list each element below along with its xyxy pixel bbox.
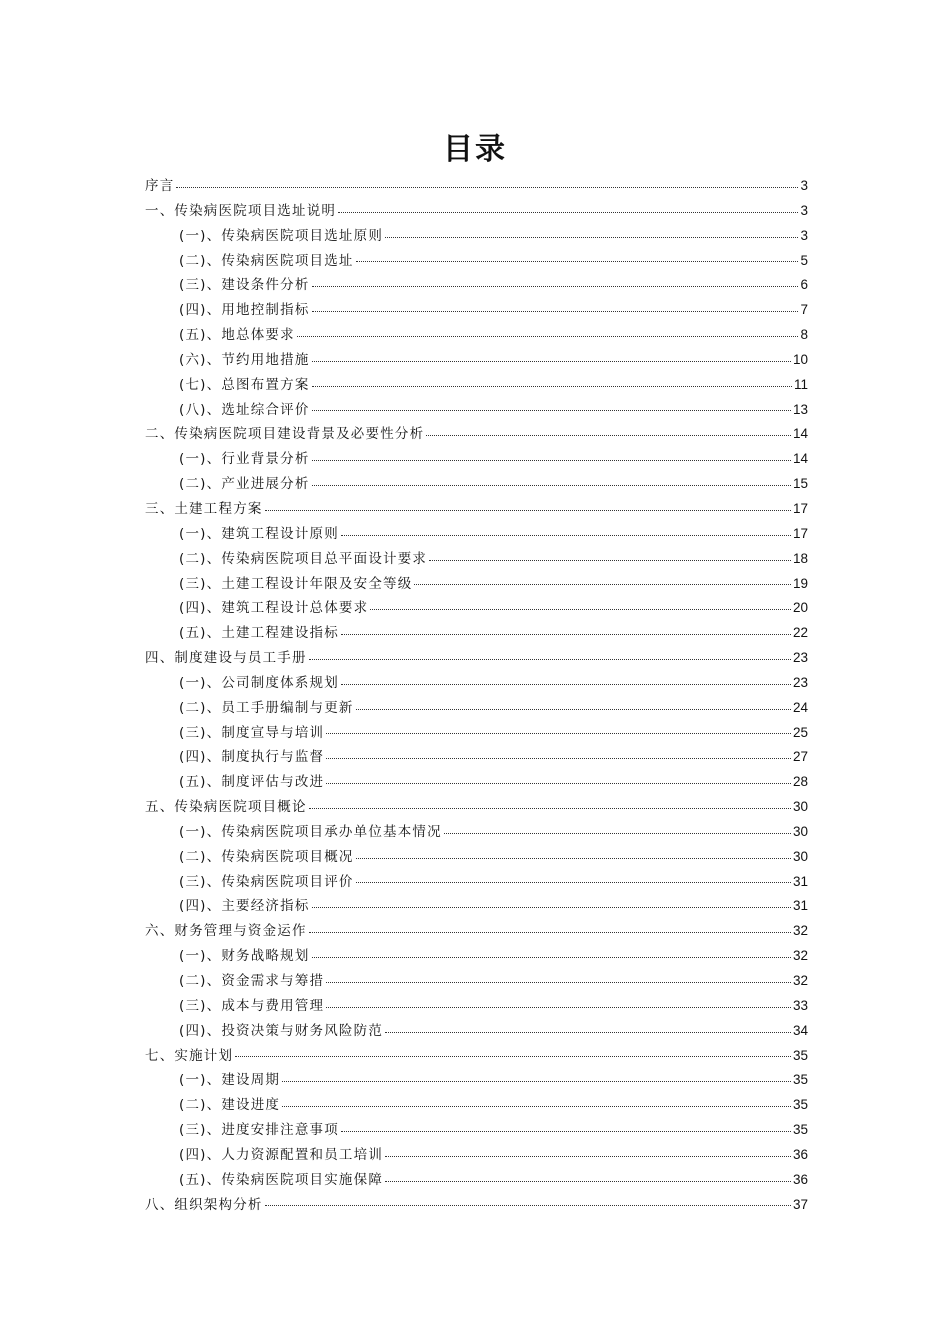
toc-page-number: 3 [800,227,808,243]
toc-dot-leader [265,509,791,511]
toc-page-number: 14 [792,451,808,467]
toc-entry-label: (三)、建设条件分析 [179,277,310,294]
toc-entry-section[interactable] [145,323,808,348]
toc-entry-section[interactable] [145,845,808,870]
toc-dot-leader [312,310,799,312]
toc-dot-leader [444,832,791,834]
toc-entry-chapter[interactable] [145,422,808,447]
toc-entry-label: (四)、用地控制指标 [179,302,310,319]
toc-entry-label: (三)、土建工程设计年限及安全等级 [179,575,413,592]
toc-entry-label: (四)、投资决策与财务风险防范 [179,1022,384,1039]
toc-entry-label: (四)、主要经济指标 [179,898,310,915]
toc-entry-label: (一)、财务战略规划 [179,948,310,965]
toc-dot-leader [312,385,792,387]
toc-entry-section[interactable] [145,1093,808,1118]
toc-entry-label: 五、传染病医院项目概论 [145,799,307,816]
toc-entry-section[interactable] [145,1019,808,1044]
toc-entry-label: (二)、资金需求与筹措 [179,973,325,989]
toc-dot-leader [312,906,791,908]
toc-entry-chapter[interactable] [145,199,808,224]
toc-entry-label: (三)、进度安排注意事项 [179,1122,339,1139]
toc-page-number: 28 [792,774,808,790]
toc-entry-label: (八)、选址综合评价 [179,401,310,418]
toc-page-number: 33 [792,997,808,1013]
toc-dot-leader [312,956,791,958]
toc-entry-section[interactable] [145,273,808,298]
toc-entry-section[interactable] [145,1118,808,1143]
toc-page-number: 30 [792,799,808,815]
toc-entry-section[interactable] [145,944,808,969]
toc-entry-label: (二)、传染病医院项目概况 [179,848,354,865]
toc-entry-section[interactable] [145,770,808,795]
toc-entry-chapter[interactable] [145,1193,808,1218]
toc-entry-label: (五)、制度评估与改进 [179,774,325,791]
toc-entry-label: 序言 [145,178,175,194]
toc-dot-leader [370,608,791,610]
toc-page-number: 32 [792,923,808,939]
toc-entry-label: (三)、传染病医院项目评价 [179,873,354,890]
toc-entry-label: (三)、成本与费用管理 [179,997,325,1014]
toc-dot-leader [341,683,791,685]
toc-page-number: 30 [792,848,808,864]
toc-dot-leader [356,708,791,710]
toc-dot-leader [309,931,791,933]
toc-page-number: 37 [792,1196,808,1212]
toc-entry-label: 六、财务管理与资金运作 [145,923,307,940]
toc-dot-leader [341,1130,791,1132]
toc-entry-section[interactable] [145,398,808,423]
toc-page-number: 13 [792,401,808,417]
toc-entry-label: (七)、总图布置方案 [179,376,310,393]
toc-entry-section[interactable] [145,1168,808,1193]
toc-entry-label: 七、实施计划 [145,1047,234,1064]
toc-dot-leader [176,186,798,188]
toc-entry-section[interactable] [145,721,808,746]
toc-entry-chapter[interactable] [145,919,808,944]
toc-entry-label: (五)、土建工程建设指标 [179,625,339,642]
toc-page-number: 30 [792,823,808,839]
toc-page-number: 36 [792,1171,808,1187]
toc-dot-leader [429,559,791,561]
toc-dot-leader [341,633,791,635]
toc-page-number: 27 [792,749,808,765]
toc-page-number: 25 [792,724,808,740]
toc-page-number: 23 [792,650,808,666]
toc-page-number: 11 [793,376,808,392]
toc-entry-section[interactable] [145,820,808,845]
toc-entry-section[interactable] [145,1068,808,1093]
toc-dot-leader [312,459,791,461]
toc-dot-leader [312,484,791,486]
toc-page-number: 36 [792,1146,808,1162]
toc-list [145,174,808,1217]
toc-page-number: 7 [800,302,808,318]
toc-entry-label: (六)、节约用地措施 [179,351,310,368]
toc-page-number: 15 [792,476,808,492]
toc-page-number: 14 [792,426,808,442]
toc-page-number: 18 [792,550,808,566]
toc-dot-leader [265,1204,791,1206]
toc-entry-section[interactable] [145,870,808,895]
toc-entry-section[interactable] [145,298,808,323]
toc-page-number: 23 [792,674,808,690]
toc-entry-label: (二)、传染病医院项目总平面设计要求 [179,550,428,567]
toc-entry-label: (二)、产业进展分析 [179,476,310,493]
toc-dot-leader [356,881,791,883]
toc-entry-label: (一)、行业背景分析 [179,451,310,468]
toc-entry-label: (四)、建筑工程设计总体要求 [179,600,369,617]
toc-page-number: 3 [800,202,808,218]
toc-dot-leader [426,434,791,436]
toc-dot-leader [309,807,791,809]
toc-entry-chapter[interactable] [145,1044,808,1069]
toc-dot-leader [326,981,791,983]
toc-entry-section[interactable] [145,447,808,472]
toc-entry-label: (五)、地总体要求 [179,327,295,344]
toc-page-number: 34 [792,1022,808,1038]
toc-entry-section[interactable] [145,373,808,398]
toc-entry-section[interactable] [145,745,808,770]
toc-page-number: 31 [792,873,808,889]
toc-entry-section[interactable] [145,547,808,572]
toc-dot-leader [312,360,791,362]
toc-dot-leader [414,583,791,585]
toc-entry-label: (四)、人力资源配置和员工培训 [179,1146,384,1163]
toc-dot-leader [235,1055,791,1057]
toc-entry-label: 三、土建工程方案 [145,500,263,517]
toc-page-number: 24 [792,699,808,715]
toc-page-number: 22 [792,625,808,641]
toc-page-number: 8 [800,327,808,343]
toc-title: 目录 [443,132,507,167]
toc-dot-leader [338,211,798,213]
toc-entry-section[interactable] [145,572,808,597]
toc-entry-section[interactable] [145,348,808,373]
toc-entry-section[interactable] [145,224,808,249]
toc-entry-chapter[interactable] [145,795,808,820]
toc-dot-leader [326,757,791,759]
toc-entry-label: 四、制度建设与员工手册 [145,650,307,667]
toc-entry-chapter[interactable] [145,646,808,671]
toc-entry-label: (一)、传染病医院项目选址原则 [179,227,384,244]
toc-entry-label: (一)、建设周期 [179,1072,281,1089]
toc-entry-section[interactable] [145,472,808,497]
toc-page-number: 3 [800,178,808,193]
toc-entry-section[interactable] [145,671,808,696]
toc-entry-chapter[interactable] [145,497,808,522]
toc-entry-label: (一)、传染病医院项目承办单位基本情况 [179,823,442,840]
toc-entry-chapter[interactable] [145,174,808,199]
toc-page-number: 32 [792,973,808,988]
toc-page-number: 17 [792,500,808,516]
toc-entry-label: 一、传染病医院项目选址说明 [145,202,337,219]
toc-page-number: 10 [792,351,808,367]
toc-entry-section[interactable] [145,596,808,621]
toc-dot-leader [385,1031,791,1033]
toc-dot-leader [385,236,798,238]
toc-page-number: 35 [792,1122,808,1138]
toc-dot-leader [385,1180,791,1182]
toc-page-number: 35 [792,1047,808,1063]
toc-entry-section[interactable] [145,1143,808,1168]
toc-entry-section[interactable] [145,994,808,1019]
toc-dot-leader [341,534,791,536]
toc-page-number: 20 [792,600,808,616]
toc-page-number: 32 [792,948,808,964]
toc-page-number: 31 [792,898,808,914]
toc-dot-leader [326,782,791,784]
toc-dot-leader [309,658,791,660]
toc-entry-section[interactable] [145,249,808,274]
toc-dot-leader [326,732,791,734]
toc-dot-leader [282,1105,791,1107]
toc-entry-label: (二)、传染病医院项目选址 [179,252,354,269]
toc-entry-label: 八、组织架构分析 [145,1196,263,1213]
toc-entry-label: 二、传染病医院项目建设背景及必要性分析 [145,426,425,443]
toc-entry-label: (四)、制度执行与监督 [179,749,325,766]
toc-entry-section[interactable] [145,969,808,994]
toc-entry-section[interactable] [145,696,808,721]
toc-entry-section[interactable] [145,621,808,646]
toc-page-number: 5 [800,252,808,268]
toc-entry-section[interactable] [145,522,808,547]
toc-page-number: 35 [792,1097,808,1113]
toc-entry-label: (一)、公司制度体系规划 [179,674,339,691]
toc-dot-leader [312,285,799,287]
toc-entry-label: (一)、建筑工程设计原则 [179,525,339,542]
toc-entry-section[interactable] [145,894,808,919]
toc-entry-label: (三)、制度宣导与培训 [179,724,325,741]
toc-entry-label: (二)、员工手册编制与更新 [179,699,354,716]
toc-dot-leader [356,260,799,262]
toc-dot-leader [312,409,791,411]
toc-entry-label: (五)、传染病医院项目实施保障 [179,1171,384,1188]
toc-dot-leader [297,335,799,337]
toc-page-number: 19 [792,575,808,591]
toc-entry-label: (二)、建设进度 [179,1097,281,1114]
toc-dot-leader [326,1006,791,1008]
toc-page-number: 35 [792,1072,808,1088]
toc-dot-leader [356,857,791,859]
toc-page-number: 17 [792,525,808,541]
toc-page-number: 6 [800,277,808,293]
toc-dot-leader [282,1080,791,1082]
toc-dot-leader [385,1155,791,1157]
